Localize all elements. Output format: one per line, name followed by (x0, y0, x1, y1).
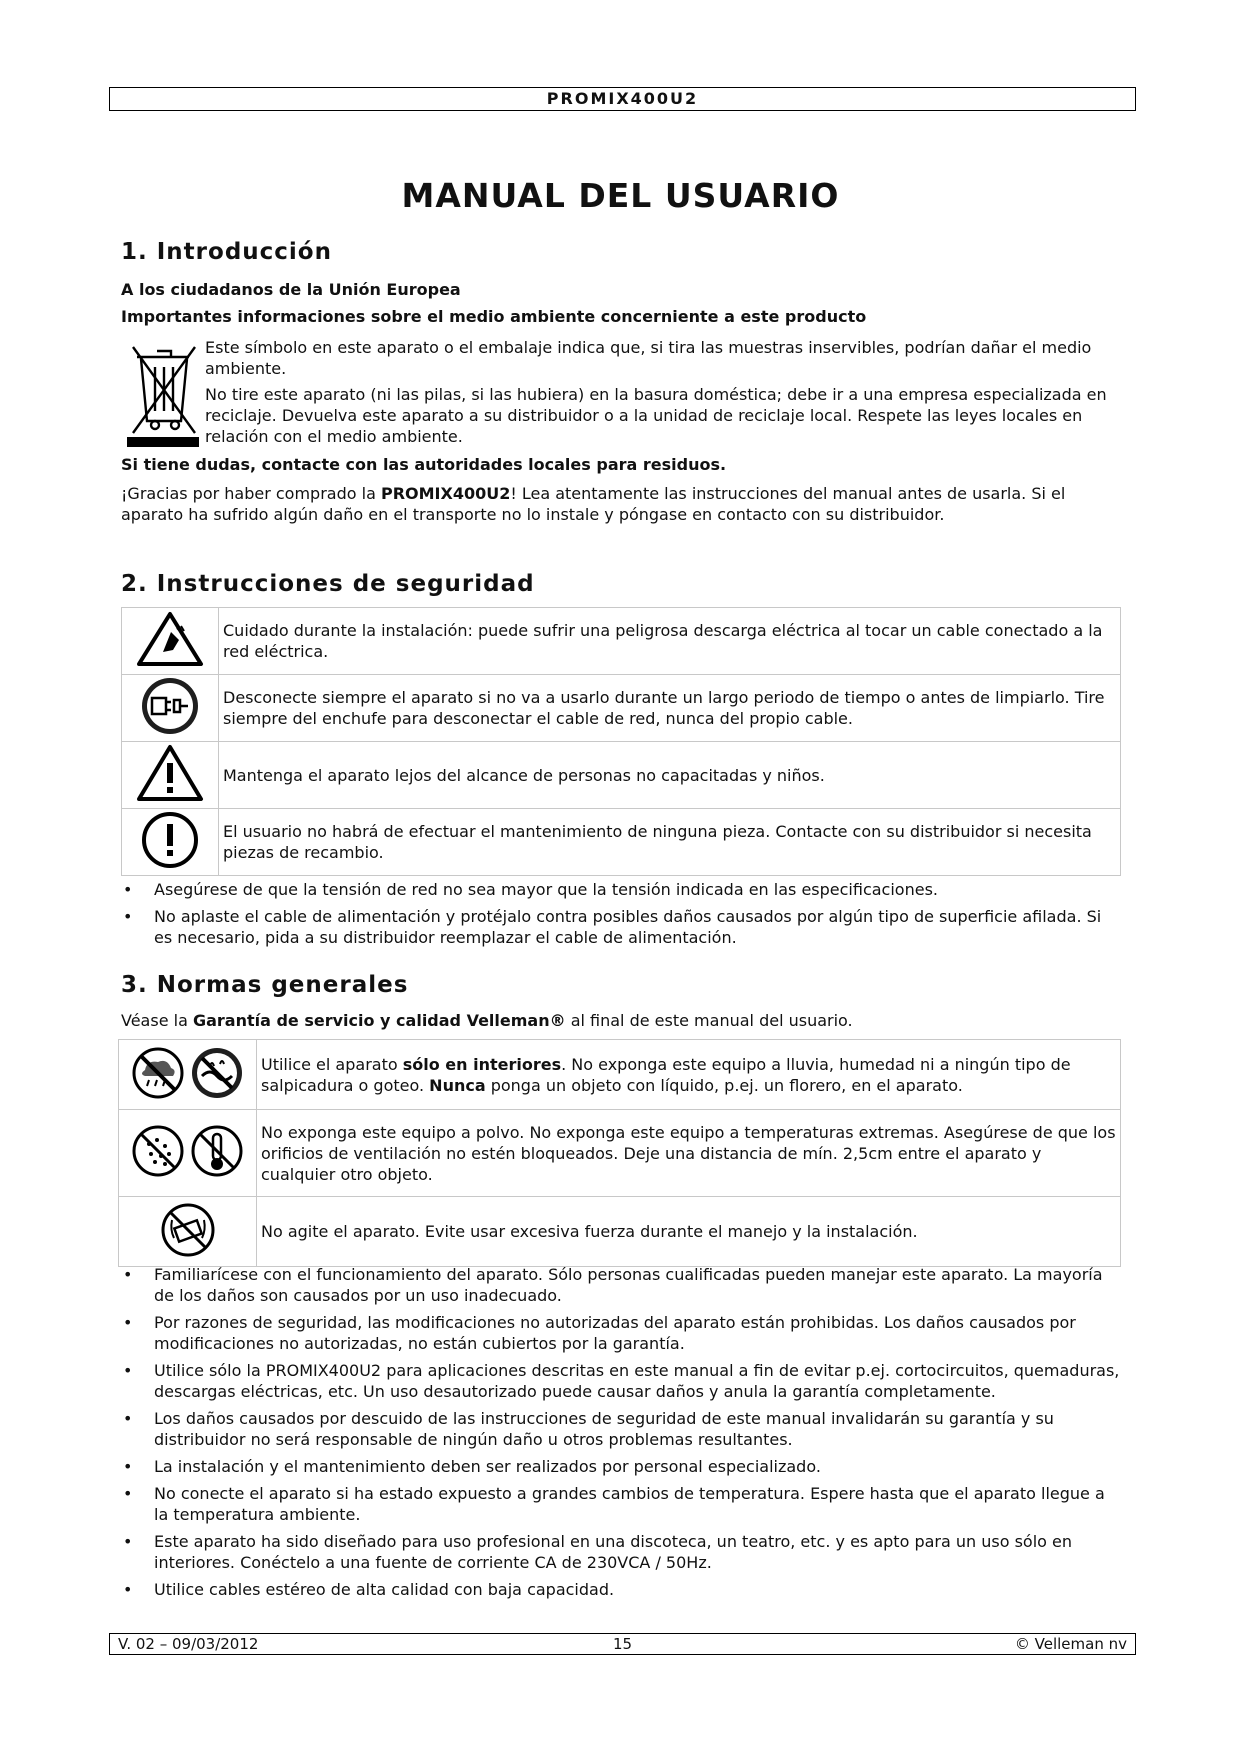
safety-row (122, 809, 1121, 876)
product-model-bold: PROMIX400U2 (380, 484, 511, 503)
no-extreme-temperature-icon (190, 1124, 244, 1178)
rules-row (119, 1197, 1121, 1267)
footer-page-number: 15 (612, 1635, 633, 1653)
footer-version: V. 02 – 09/03/2012 (118, 1635, 259, 1653)
safety-row (122, 608, 1121, 675)
rules-text: No agite el aparato. Evite usar excesiva fuerza durante el manejo y la instalación. (257, 1197, 1121, 1267)
rules-icon-cell (119, 1197, 257, 1267)
section-1-heading: 1. Introducción (121, 239, 332, 265)
no-shaking-icon (160, 1202, 216, 1258)
safety-text: El usuario no habrá de efectuar el mantenimiento de ninguna pieza. Contacte con su distribuidor si necesita piezas de recambio. (219, 809, 1121, 876)
weee-crossed-bin-icon (127, 341, 199, 449)
rules-icon-cell (119, 1040, 257, 1110)
general-rules-bullet-list (121, 1264, 1121, 1606)
list-item: • Utilice sólo la PROMIX400U2 para aplicaciones descritas en este manual a fin de evitar p.ej. cortocircuitos, quemaduras, descargas eléctricas, etc. Un uso desautorizado puede causar daños y anula la garantía completamente. (121, 1360, 1121, 1402)
eu-citizens-heading: A los ciudadanos de la Unión Europea (121, 280, 461, 299)
no-water-splash-icon (190, 1046, 244, 1100)
page-footer (109, 1633, 1136, 1655)
safety-bullet-list (121, 879, 1121, 954)
weee-paragraph-1: Este símbolo en este aparato o el embalaje indica que, si tira las muestras inservibles, podrían dañar el medio ambiente. (205, 338, 1092, 378)
rules-text: Utilice el aparato sólo en interiores. No exponga este equipo a lluvia, humedad ni a ningún tipo de salpicadura o goteo. Nunca ponga un objeto con líquido, p.ej. un florero, en el aparato. (257, 1040, 1121, 1110)
safety-text: Desconecte siempre el aparato si no va a usarlo durante un largo periodo de tiempo o antes de limpiarlo. Tire siempre del enchufe para desconectar el cable de red, nunca del propio cable. (219, 675, 1121, 742)
general-warning-icon (135, 743, 205, 803)
electric-shock-warning-icon (135, 610, 205, 668)
doubts-notice: Si tiene dudas, contacte con las autoridades locales para residuos. (121, 455, 727, 474)
section-3-heading: 3. Normas generales (121, 972, 409, 998)
safety-instructions-table (121, 607, 1121, 876)
document-title: MANUAL DEL USUARIO (401, 176, 840, 215)
unplug-icon (140, 676, 200, 736)
rules-text: No exponga este equipo a polvo. No exponga este equipo a temperaturas extremas. Asegúrese de que los orificios de ventilación no estén bloqueados. Deje una distancia de mín. 2,5cm entre el aparato y cualquier otro objeto. (257, 1110, 1121, 1197)
warranty-intro: Véase la Garantía de servicio y calidad Velleman® al final de este manual del usuario. (121, 1011, 853, 1030)
list-item: • Familiarícese con el funcionamiento del aparato. Sólo personas cualificadas pueden manejar este aparato. La mayoría de los daños son causados por un uso inadecuado. (121, 1264, 1121, 1306)
general-rules-table (118, 1039, 1121, 1267)
safety-row (122, 675, 1121, 742)
safety-icon-cell (122, 809, 219, 876)
list-item: • Por razones de seguridad, las modificaciones no autorizadas del aparato están prohibidas. Los daños causados por modificaciones no autorizadas, no están cubiertos por la garantía. (121, 1312, 1121, 1354)
safety-text: Cuidado durante la instalación: puede sufrir una peligrosa descarga eléctrica al tocar un cable conectado a la red eléctrica. (219, 608, 1121, 675)
list-item: • Utilice cables estéreo de alta calidad con baja capacidad. (121, 1579, 1121, 1600)
rules-row (119, 1110, 1121, 1197)
no-rain-icon (131, 1046, 185, 1100)
running-header: PROMIX400U2 (109, 87, 1136, 111)
list-item: • No aplaste el cable de alimentación y protéjalo contra posibles daños causados por algún tipo de superficie afilada. Si es necesario, pida a su distribuidor reemplazar el cable de alimentación. (121, 906, 1121, 948)
safety-icon-cell (122, 675, 219, 742)
list-item: • Los daños causados por descuido de las instrucciones de seguridad de este manual invalidarán su garantía y su distribuidor no será responsable de ningún daño u otros problemas resultantes. (121, 1408, 1121, 1450)
rules-icon-cell (119, 1110, 257, 1197)
no-user-serviceable-icon (140, 810, 200, 870)
safety-icon-cell (122, 608, 219, 675)
safety-icon-cell (122, 742, 219, 809)
thanks-paragraph: ¡Gracias por haber comprado la PROMIX400U2! Lea atentamente las instrucciones del manual antes de usarla. Si el aparato ha sufrido algún daño en el transporte no lo instale y póngase en contacto con su distribuidor. (121, 484, 1066, 524)
rules-row (119, 1040, 1121, 1110)
environment-info-heading: Importantes informaciones sobre el medio ambiente concerniente a este producto (121, 307, 867, 326)
safety-text: Mantenga el aparato lejos del alcance de personas no capacitadas y niños. (219, 742, 1121, 809)
section-2-heading: 2. Instrucciones de seguridad (121, 571, 535, 597)
list-item: • La instalación y el mantenimiento deben ser realizados por personal especializado. (121, 1456, 1121, 1477)
list-item: • Este aparato ha sido diseñado para uso profesional en una discoteca, un teatro, etc. y es apto para un uso sólo en interiores. Conéctelo a una fuente de corriente CA de 230VCA / 50Hz. (121, 1531, 1121, 1573)
safety-row (122, 742, 1121, 809)
footer-copyright: © Velleman nv (1014, 1635, 1127, 1653)
list-item: • Asegúrese de que la tensión de red no sea mayor que la tensión indicada en las especificaciones. (121, 879, 1121, 900)
no-dust-icon (131, 1124, 185, 1178)
warranty-title-bold: Garantía de servicio y calidad Velleman® (192, 1011, 566, 1030)
list-item: • No conecte el aparato si ha estado expuesto a grandes cambios de temperatura. Espere hasta que el aparato llegue a la temperatura ambiente. (121, 1483, 1121, 1525)
weee-paragraph-2: No tire este aparato (ni las pilas, si las hubiera) en la basura doméstica; debe ir a una empresa especializada en reciclaje. Devuelva este aparato a su distribuidor o a la unidad de reciclaje local. Respete las leyes locales en relación con el medio ambiente. (205, 385, 1107, 446)
